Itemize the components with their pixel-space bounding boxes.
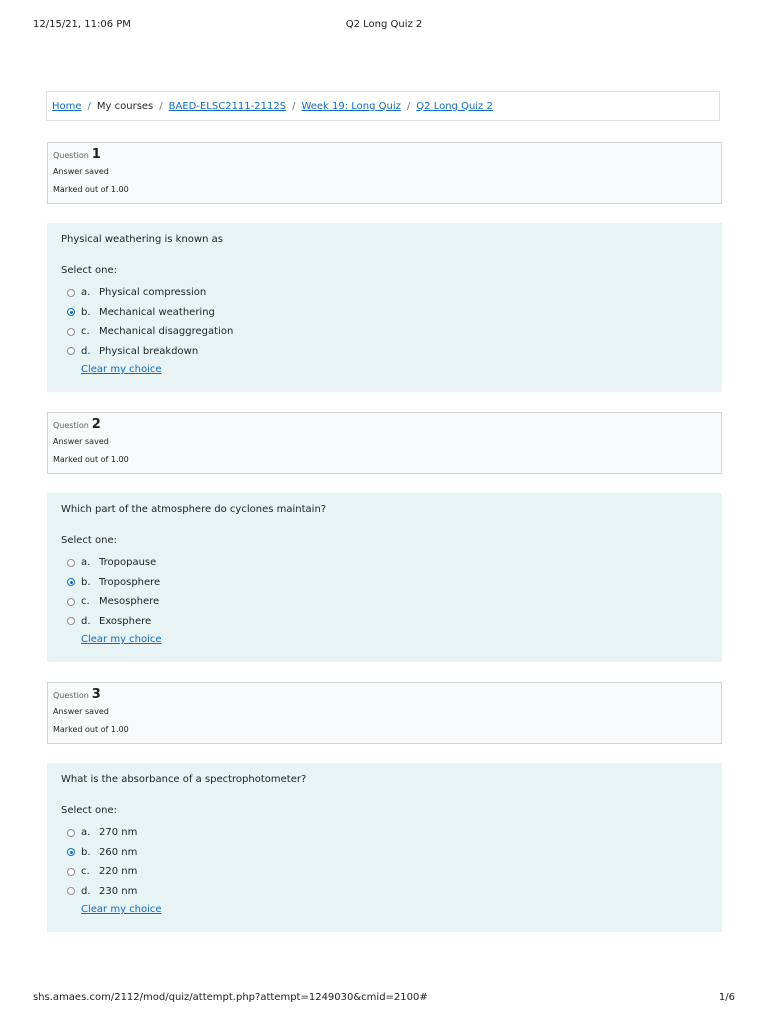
option-letter: a. [81,557,91,569]
page-number: 1/6 [718,992,735,1003]
radio-button-checked[interactable] [67,308,75,316]
question-info-1 [47,142,722,204]
select-one-prompt: Select one: [61,265,118,276]
breadcrumb-separator: / [87,100,91,112]
option-letter: b. [81,576,91,588]
option-letter: a. [81,827,91,839]
option-text: Mechanical weathering [99,306,215,318]
option-letter: d. [81,885,91,897]
answer-option-b[interactable] [61,843,708,863]
answer-options [61,283,708,361]
option-text: Physical compression [99,287,207,299]
radio-button[interactable] [67,617,75,625]
radio-button[interactable] [67,289,75,297]
question-info-3 [47,682,722,744]
radio-button[interactable] [67,598,75,606]
answer-option-c[interactable] [61,592,708,612]
question-state: Answer saved [53,437,109,446]
option-text: Exosphere [99,615,152,627]
answer-option-a[interactable] [61,283,708,303]
option-text: Tropopause [99,557,157,569]
select-one-prompt: Select one: [61,535,118,546]
option-text: 260 nm [99,846,138,858]
option-text: 270 nm [99,827,138,839]
question-number: 3 [91,687,101,702]
breadcrumb-my-courses: My courses [96,100,154,112]
answer-option-a[interactable] [61,553,708,573]
option-text: Physical breakdown [99,345,199,357]
radio-button[interactable] [67,559,75,567]
option-letter: d. [81,345,91,357]
radio-button[interactable] [67,868,75,876]
option-letter: b. [81,306,91,318]
option-letter: a. [81,287,91,299]
question-number: 1 [91,147,101,162]
radio-button-checked[interactable] [67,578,75,586]
breadcrumb-separator: / [159,100,163,112]
question-state: Answer saved [53,167,109,176]
print-title: Q2 Long Quiz 2 [345,19,423,30]
print-url: shs.amaes.com/2112/mod/quiz/attempt.php?attempt=1249030&cmid=2100# [33,992,428,1003]
answer-option-a[interactable] [61,823,708,843]
breadcrumb-week-link[interactable]: Week 19: Long Quiz [301,100,401,112]
question-number: 2 [91,417,101,432]
option-text: 220 nm [99,866,138,878]
option-text: Mechanical disaggregation [99,326,234,338]
select-one-prompt: Select one: [61,805,118,816]
option-letter: c. [81,596,90,608]
answer-option-c[interactable] [61,862,708,882]
breadcrumb-separator: / [406,100,411,112]
option-text: Mesosphere [99,596,160,608]
option-text: Troposphere [99,576,161,588]
print-header [0,19,768,33]
breadcrumb-quiz-link[interactable]: Q2 Long Quiz 2 [416,100,493,112]
answer-options [61,823,708,901]
question-grade: Marked out of 1.00 [53,455,129,464]
option-letter: b. [81,846,91,858]
answer-option-c[interactable] [61,322,708,342]
breadcrumb-separator: / [292,100,296,112]
question-grade: Marked out of 1.00 [53,725,129,734]
print-date: 12/15/21, 11:06 PM [33,19,131,30]
clear-choice-link[interactable]: Clear my choice [81,634,162,645]
print-footer [0,992,768,1006]
radio-button[interactable] [67,829,75,837]
question-content-1 [47,223,722,392]
question-grade: Marked out of 1.00 [53,185,129,194]
question-word: Question [53,691,89,700]
question-word: Question [53,151,89,160]
question-text: Physical weathering is known as [61,234,223,245]
radio-button[interactable] [67,328,75,336]
clear-choice-link[interactable]: Clear my choice [81,364,162,375]
answer-option-d[interactable] [61,882,708,902]
option-letter: d. [81,615,91,627]
question-word: Question [53,421,89,430]
question-content-3 [47,763,722,932]
radio-button-checked[interactable] [67,848,75,856]
question-text: Which part of the atmosphere do cyclones maintain? [61,504,327,515]
clear-choice-link[interactable]: Clear my choice [81,904,162,915]
option-letter: c. [81,326,90,338]
option-letter: c. [81,866,90,878]
radio-button[interactable] [67,887,75,895]
breadcrumb [46,91,720,121]
breadcrumb-home-link[interactable]: Home [52,100,82,112]
question-info-2 [47,412,722,474]
answer-option-b[interactable] [61,303,708,323]
question-state: Answer saved [53,707,109,716]
option-text: 230 nm [99,885,138,897]
question-text: What is the absorbance of a spectrophotometer? [61,774,307,785]
answer-option-d[interactable] [61,342,708,362]
radio-button[interactable] [67,347,75,355]
question-content-2 [47,493,722,662]
answer-option-d[interactable] [61,612,708,632]
answer-option-b[interactable] [61,573,708,593]
breadcrumb-course-link[interactable]: BAED-ELSC2111-2112S [168,100,287,112]
answer-options [61,553,708,631]
